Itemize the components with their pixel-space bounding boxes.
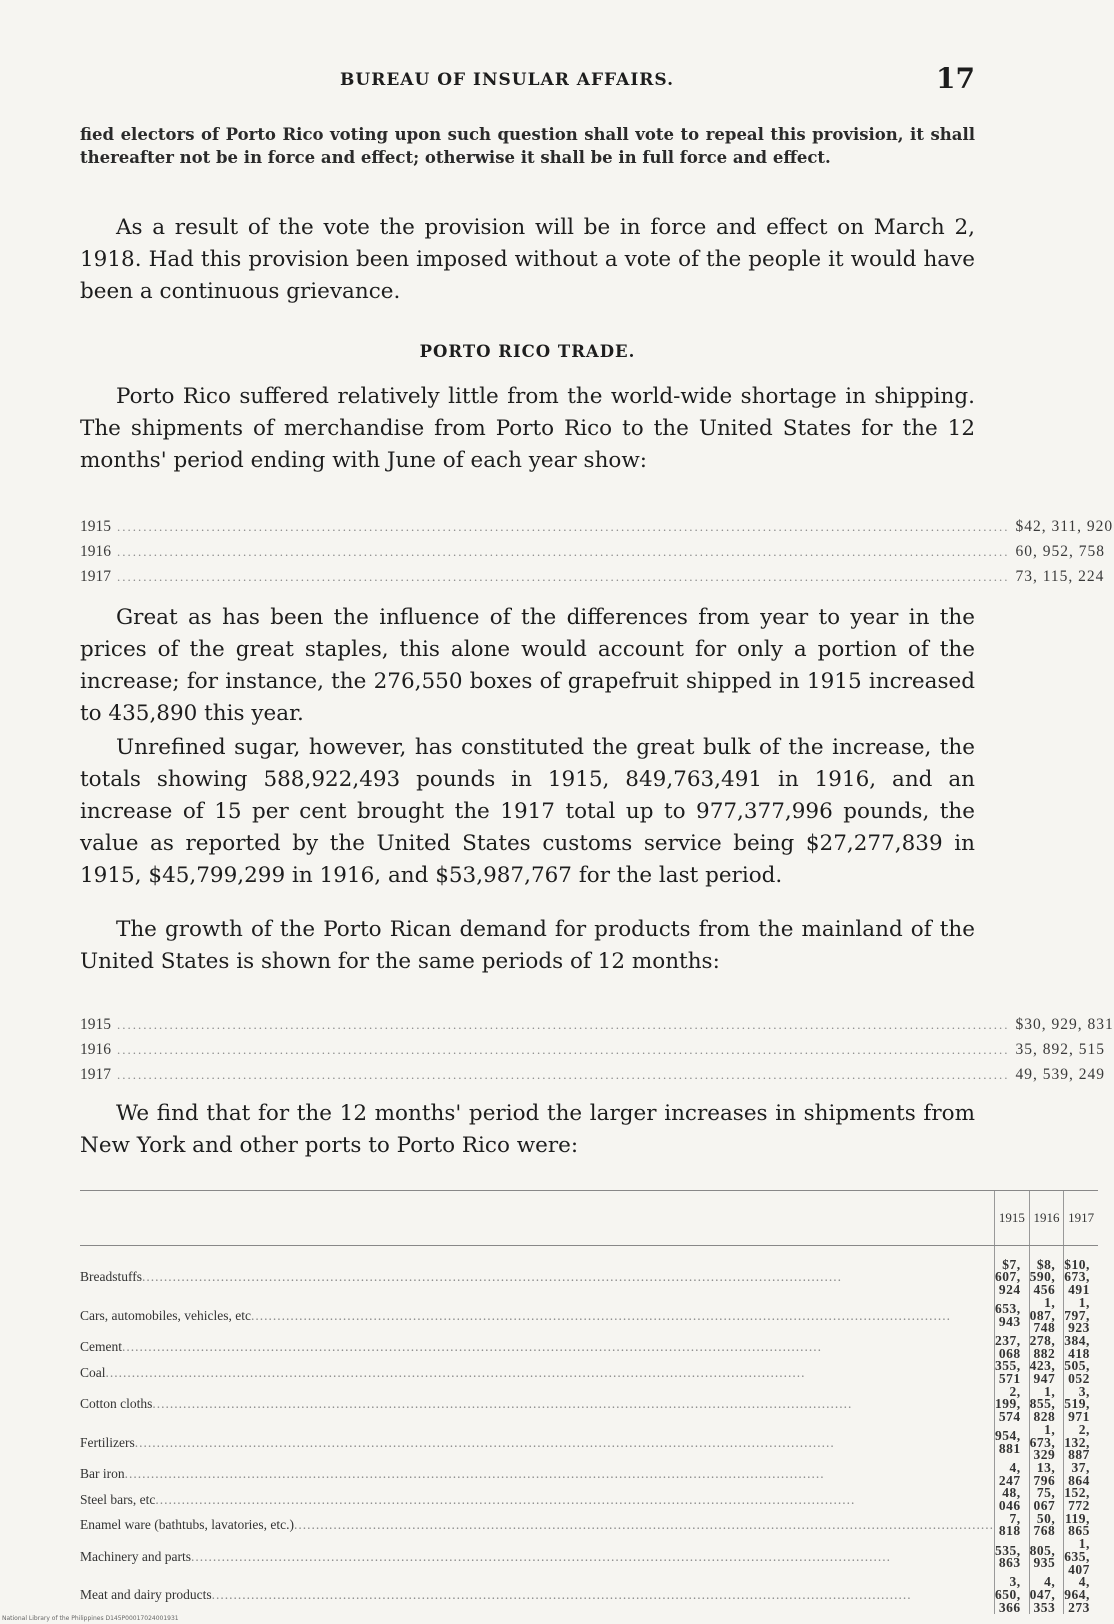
table-row: Fertilizers................................................................................................................................................................ 954, 881 1, 673, 329 2, 132, 887 — [80, 1424, 1098, 1462]
cell-v1917: 2, 132, 887 — [1064, 1424, 1098, 1462]
cell-v1916: 1, 087, 748 — [1029, 1297, 1064, 1335]
table-row: Breadstuffs................................................................................................................................................................ $7, 607, 924 $8, 590, 456 $10, 673, 491 — [80, 1259, 1098, 1297]
cell-v1917: $10, 673, 491 — [1064, 1259, 1098, 1297]
row-label: Fertilizers — [80, 1434, 135, 1450]
cell-v1915: 355, 571 — [995, 1360, 1030, 1385]
row-label: Bar iron — [80, 1466, 125, 1482]
page-number: 17 — [936, 62, 975, 95]
trade-table — [80, 1190, 1098, 1614]
cell-v1917: 384, 418 — [1064, 1335, 1098, 1360]
row-label: Coal — [80, 1364, 106, 1380]
column-header: 1916 — [1029, 1191, 1064, 1246]
row-label: Cement — [80, 1339, 122, 1355]
cell-v1915: 237, 068 — [995, 1335, 1030, 1360]
table-row: Enamel ware (bathtubs, lavatories, etc.)................................................................................................................................................................ 7, 818 50, 768 119, 865 — [80, 1513, 1098, 1538]
footer-credit: National Library of the Philippines D145P00017024001931 — [2, 1615, 179, 1622]
table-row: Cars, automobiles, vehicles, etc................................................................................................................................................................ 653, 943 1, 087, 748 1, 797, 923 — [80, 1297, 1098, 1335]
table-row: Steel bars, etc................................................................................................................................................................ 48, 046 75, 067 152, 772 — [80, 1487, 1098, 1512]
paragraph-shipping: Porto Rico suffered relatively little from the world-wide shortage in shipping. The shipments of merchandise from Porto Rico to the United States for the 12 months' period ending with June of each year show: — [80, 384, 975, 473]
cell-v1917: 4, 964, 273 — [1064, 1576, 1098, 1614]
paragraph-increases: We find that for the 12 months' period the larger increases in shipments from New York and other ports to Porto Rico were: — [80, 1101, 975, 1158]
list-item: 1916 .......................................................................................................................................................................... 60, 952, 758 — [80, 543, 1105, 560]
cell-v1917: 1, 635, 407 — [1064, 1538, 1098, 1576]
cell-v1917: 505, 052 — [1064, 1360, 1098, 1385]
table-row: Machinery and parts................................................................................................................................................................ 535, 863 805, 935 1, 635, 407 — [80, 1538, 1098, 1576]
table-row: Cotton cloths................................................................................................................................................................ 2, 199, 574 1, 855, 828 3, 519, 971 — [80, 1386, 1098, 1424]
table-row: Cement................................................................................................................................................................ 237, 068 278, 882 384, 418 — [80, 1335, 1098, 1360]
table-row: Meat and dairy products................................................................................................................................................................ 3, 650, 366 4, 047, 353 4, 964, 273 — [80, 1576, 1098, 1614]
quoted-provision: fied electors of Porto Rico voting upon such question shall vote to repeal this provision, it shall thereafter not be in force and effect; otherwise it shall be in full force and effect. — [80, 125, 975, 167]
row-label: Steel bars, etc — [80, 1491, 156, 1507]
list-item: 1915 .......................................................................................................................................................................... $30, 929, 831 — [80, 1016, 1114, 1033]
row-label: Cars, automobiles, vehicles, etc — [80, 1307, 251, 1323]
running-head: BUREAU OF INSULAR AFFAIRS. — [340, 70, 674, 90]
cell-v1916: 278, 882 — [1029, 1335, 1064, 1360]
paragraph-demand: The growth of the Porto Rican demand for products from the mainland of the United States is shown for the same periods of 12 months: — [80, 917, 975, 974]
cell-v1915: $7, 607, 924 — [995, 1259, 1030, 1297]
list-item: 1917 .......................................................................................................................................................................... 49, 539, 249 — [80, 1066, 1105, 1083]
cell-v1916: 423, 947 — [1029, 1360, 1064, 1385]
row-label: Machinery and parts — [80, 1548, 191, 1564]
list-item: 1916 .......................................................................................................................................................................... 35, 892, 515 — [80, 1041, 1105, 1058]
paragraph-prices: Great as has been the influence of the differences from year to year in the prices of the great staples, this alone would account for only a portion of the increase; for instance, the 276,550 boxes of grapefruit shipped in 1915 increased to 435,890 this year. — [80, 605, 975, 726]
cell-v1915: 653, 943 — [995, 1297, 1030, 1335]
cell-v1917: 152, 772 — [1064, 1487, 1098, 1512]
cell-v1915: 3, 650, 366 — [995, 1576, 1030, 1614]
cell-v1916: 50, 768 — [1029, 1513, 1064, 1538]
cell-v1916: 805, 935 — [1029, 1538, 1064, 1576]
cell-v1917: 1, 797, 923 — [1064, 1297, 1098, 1335]
table-row: Bar iron................................................................................................................................................................ 4, 247 13, 796 37, 864 — [80, 1462, 1098, 1487]
cell-v1916: $8, 590, 456 — [1029, 1259, 1064, 1297]
cell-v1915: 48, 046 — [995, 1487, 1030, 1512]
cell-v1917: 37, 864 — [1064, 1462, 1098, 1487]
table-row: Coal................................................................................................................................................................ 355, 571 423, 947 505, 052 — [80, 1360, 1098, 1385]
row-label: Enamel ware (bathtubs, lavatories, etc.) — [80, 1517, 295, 1533]
cell-v1915: 2, 199, 574 — [995, 1386, 1030, 1424]
row-label: Breadstuffs — [80, 1269, 142, 1285]
table-header-row — [80, 1191, 1098, 1246]
shipments-to-list — [80, 1016, 1114, 1091]
column-header: 1917 — [1064, 1191, 1098, 1246]
paragraph-vote-result: As a result of the vote the provision will be in force and effect on March 2, 1918. Had this provision been imposed without a vote of the people it would have been a continuous grievance. — [80, 215, 975, 304]
row-label: Cotton cloths — [80, 1396, 153, 1412]
cell-v1915: 4, 247 — [995, 1462, 1030, 1487]
section-title: PORTO RICO TRADE. — [419, 342, 636, 361]
row-label: Meat and dairy products — [80, 1586, 212, 1602]
cell-v1916: 4, 047, 353 — [1029, 1576, 1064, 1614]
cell-v1915: 954, 881 — [995, 1424, 1030, 1462]
paragraph-sugar: Unrefined sugar, however, has constituted the great bulk of the increase, the totals showing 588,922,493 pounds in 1915, 849,763,491 in 1916, and an increase of 15 per cent brought the 1917 total up to 977,377,996 pounds, the value as reported by the United States customs service being $27,277,839 in 1915, $45,799,299 in 1916, and $53,987,767 for the last period. — [80, 735, 975, 888]
column-header: 1915 — [995, 1191, 1030, 1246]
cell-v1916: 75, 067 — [1029, 1487, 1064, 1512]
cell-v1915: 7, 818 — [995, 1513, 1030, 1538]
cell-v1915: 535, 863 — [995, 1538, 1030, 1576]
cell-v1916: 13, 796 — [1029, 1462, 1064, 1487]
list-item: 1917 .......................................................................................................................................................................... 73, 115, 224 — [80, 568, 1105, 585]
shipments-from-list — [80, 518, 1114, 593]
cell-v1916: 1, 673, 329 — [1029, 1424, 1064, 1462]
cell-v1916: 1, 855, 828 — [1029, 1386, 1064, 1424]
cell-v1917: 3, 519, 971 — [1064, 1386, 1098, 1424]
list-item: 1915 .......................................................................................................................................................................... $42, 311, 920 — [80, 518, 1114, 535]
cell-v1917: 119, 865 — [1064, 1513, 1098, 1538]
page-header — [80, 62, 975, 102]
